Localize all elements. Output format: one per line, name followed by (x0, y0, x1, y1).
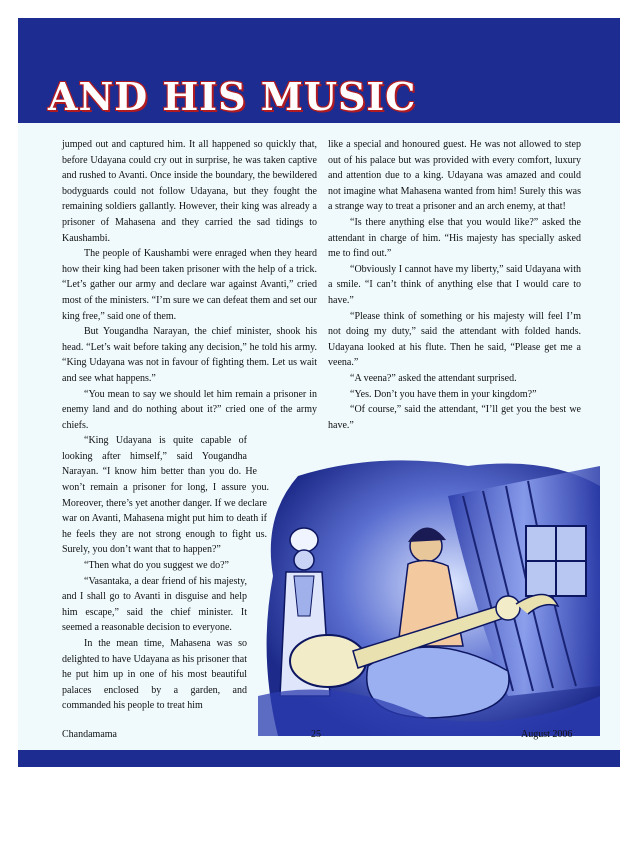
paragraph: “Of course,” said the attendant, “I’ll get you the best we have.” (328, 404, 581, 431)
right-text-column (328, 137, 581, 433)
paragraph: “King Udayana is quite capable of looking after himself,” said Yougandha Narayan. “I know him better than you do. He won’t remain a prisoner for long, I assure you. Moreover, there’s yet another danger. If we declare war on Avanti, Mahasena might put him to death if he feels they are not strong enough to fight us. Surely, you don’t want that to happen?” (62, 435, 269, 556)
paragraph: The people of Kaushambi were enraged when they heard how their king had been taken prisoner with the help of a trick. “Let’s gather our army and declare war against Avanti,” cried most of the ministers. “I’m sure we can defeat them and set our king free,” said one of them. (62, 248, 317, 322)
paragraph: “A veena?” asked the attendant surprised. (350, 372, 517, 384)
paragraph: “Then what do you suggest we do?” (84, 560, 229, 572)
footer-date: August 2006 (521, 729, 573, 740)
wrap-spacer (267, 527, 317, 543)
paragraph: like a special and honoured guest. He was not allowed to step out of his palace but was provided with every comfort, luxury and attention due to a king. Udayana was amazed and could not imagine what Mahasena wanted from him! Surely this was a strange way to treat a prisoner and an arch enemy, at that! (328, 139, 581, 213)
paragraph: “Obviously I cannot have my liberty,” said Udayana with a smile. “I can’t think of anything else that I would care to have.” (328, 263, 581, 306)
page-title: AND HIS MUSIC (48, 74, 417, 119)
footer-magazine-name: Chandamama (62, 729, 117, 740)
paragraph: In the mean time, Mahasena was so delighted to have Udayana as his prisoner that he put him up in one of his most beautiful palaces enclosed by a garden, and commanded his people to treat him (62, 638, 247, 712)
paragraph: “Is there anything else that you would like?” asked the attendant in charge of him. “His majesty has specially asked me to find out.” (328, 216, 581, 260)
wrap-spacer (277, 511, 317, 527)
paragraph: “You mean to say we should let him remain a prisoner in enemy land and do nothing about it?” cried one of the army chiefs. (62, 388, 317, 431)
page-number: 25 (311, 729, 321, 740)
wrap-spacer (271, 495, 317, 511)
wrap-spacer (269, 479, 317, 495)
wrap-spacer (247, 447, 317, 463)
wrap-spacer (257, 463, 317, 479)
footer-band (18, 750, 620, 767)
paragraph: jumped out and captured him. It all happened so quickly that, before Udayana could cry out in surprise, he was taken captive and rushed to Avanti. Once inside the boundary, the bewildered bodyguards could not follow Udayana, but they fought the remaining soldiers gallantly. However, their king was already a prisoner of Mahasena and they carried the sad tidings to Kaushambi. (62, 139, 317, 244)
paragraph: “Please think of something or his majesty will feel I’m not doing my duty,” said the attendant with folded hands. Udayana looked at his flute. Then he said, “Please get me a veena.” (328, 310, 581, 369)
paragraph: But Yougandha Narayan, the chief minister, shook his head. “Let’s wait before taking any decision,” he told his army. “King Udayana was not in favour of fighting them. Let us wait and see what happens.” (62, 326, 317, 384)
wrap-spacer (247, 543, 317, 843)
paragraph: “Yes. Don’t you have them in your kingdom?” (350, 388, 537, 400)
paragraph: “Vasantaka, a dear friend of his majesty, and I shall go to Avanti in disguise and help him escape,” said the chief minister. It seemed a reasonable decision to everyone. (62, 575, 247, 634)
